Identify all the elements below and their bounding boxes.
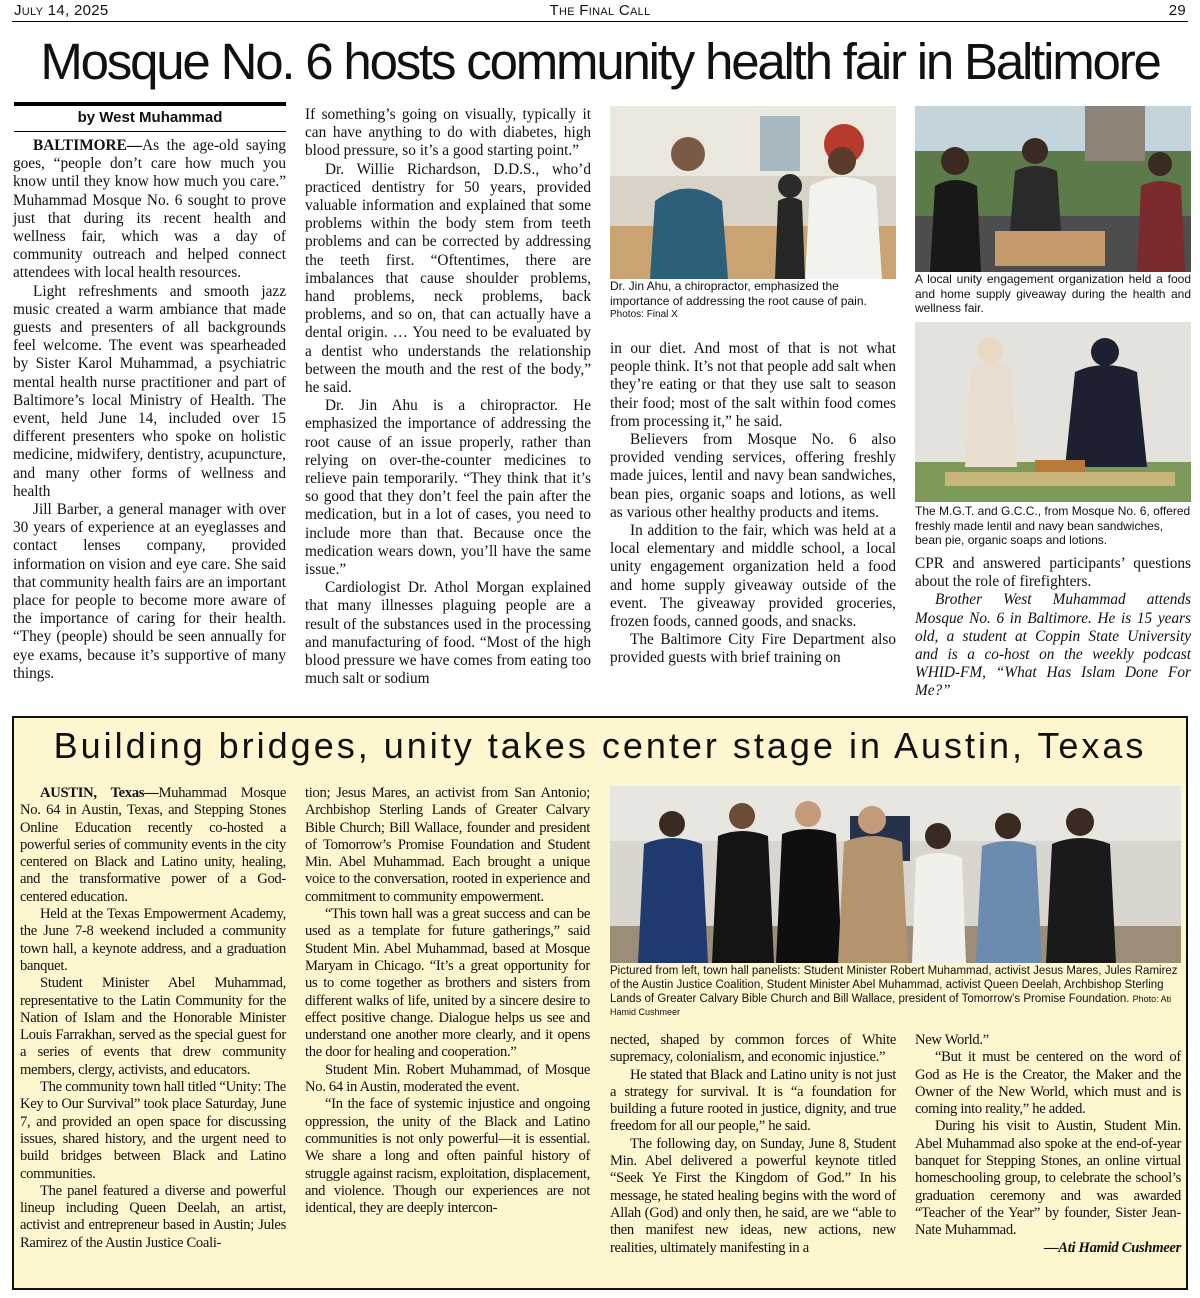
signature: —Ati Hamid Cushmeer xyxy=(1043,1239,1181,1256)
story1-column-1 xyxy=(13,137,286,683)
dateline: AUSTIN, Texas— xyxy=(40,785,159,801)
author-bio: Brother West Muhammad attends Mosque No. 6 in Baltimore. He is 15 years old, a student at Coppin State University and is a co-host on the weekly podcast WHID-FM, “What Has Islam Done For Me?” xyxy=(915,591,1191,700)
paper-name: The Final Call xyxy=(549,2,651,19)
byline-rule xyxy=(14,102,286,106)
paragraph: BALTIMORE—As the age-old saying goes, “people don’t care how much you know until they know how much you care.” Muhammad Mosque No. 6 sought to prove just that during its recent health and wellness fair, which was a day of community outreach and helped connect attendees with local health resources. xyxy=(13,137,286,282)
paragraph: Cardiologist Dr. Athol Morgan explained that many illnesses plaguing people are a result of the substances used in the processing and manufacturing of food. “Most of the high blood pressure we have comes from eating too much salt or sodium xyxy=(305,579,591,688)
caption-text: Pictured from left, town hall panelists: Student Minister Robert Muhammad, activist Jesus Mares, Jules Ramirez of the Austin Justice Coalition, Student Minister Abel Muhammad, activist Queen Deelah, Archbishop Sterling Lands of Greater Calvary Bible Church and Bill Wallace, president of Tomorrow’s Promise Foundation. xyxy=(610,965,1178,1005)
paragraph: If something’s going on visually, typically it can have anything to do with diabetes, high blood pressure, so it’s a good starting point.” xyxy=(305,106,591,160)
headline-health-fair: Mosque No. 6 hosts community health fair in Baltimore xyxy=(40,33,1160,90)
photo-panelists xyxy=(610,786,1181,963)
byline: by West Muhammad xyxy=(77,109,223,126)
paragraph: He stated that Black and Latino unity is not just a strategy for survival. It is “a foundation for building a future rooted in justice, dignity, and true freedom for all our people,” he said. xyxy=(610,1066,896,1135)
photo-chiropractor-caption xyxy=(610,279,896,323)
folio-rule xyxy=(12,21,1188,22)
byline-rule-bottom xyxy=(14,131,286,132)
paragraph: The following day, on Sunday, June 8, Student Min. Abel delivered a powerful keynote titled “Seek Ye First the Kingdom of God.” In his message, he stated healing begins with the word of Allah (God) and only then, he said, are we “able to then manifest new ideas, new actions, new realities, ultimately manifesting in a xyxy=(610,1135,896,1256)
paragraph: Dr. Willie Richardson, D.D.S., who’d practiced dentistry for 50 years, provided valuable information and explained that some problems within the body stem from teeth problems and can be corrected by addressing the teeth first. “Oftentimes, there are imbalances that cause shoulder problems, hand problems, neck problems, back problems, and so on, that can actually have a dental origin. … You need to be evaluated by a dentist who understands the relationship between the mouth and the rest of the body,” he said. xyxy=(305,160,591,397)
paragraph: AUSTIN, Texas—Muhammad Mosque No. 64 in Austin, Texas, and Stepping Stones Online Education recently co-hosted a powerful series of community events in the city centered on Black and Latino unity, healing, and the transformative power of a God-centered education. xyxy=(20,785,287,905)
photo-giveaway-image xyxy=(915,106,1191,272)
paragraph: Student Minister Abel Muhammad, representative to the Latin Community for the Nation of Islam and the Honorable Minister Louis Farrakhan, served as the special guest for a series of events that drew community members, clergy, activists, and educators. xyxy=(20,975,286,1078)
paragraph: “This town hall was a great success and can be used as a template for future gatherings,” said Student Min. Abel Muhammad, based at Mosque Maryam in Chicago. “It’s a great opportunity for us to come together as brothers and sisters from different walks of life, united by a sincere desire to effect positive change. Dialogue helps us see and understand one another more clearly, and it opens the door for healing and cooperation.” xyxy=(305,906,590,1061)
story2-column-3 xyxy=(610,1032,896,1257)
photo-giveaway xyxy=(915,106,1191,272)
photo-credit: Photos: Final X xyxy=(610,309,678,320)
paragraph: The panel featured a diverse and powerful lineup including Queen Deelah, an artist, activist and entrepreneur based in Austin; Jules Ramirez of the Austin Justice Coali- xyxy=(20,1182,286,1251)
paragraph: nected, shaped by common forces of White supremacy, colonialism, and economic injustice.” xyxy=(610,1032,896,1066)
paragraph: in our diet. And most of that is not what people think. It’s not that people add salt when they’re eating or that they use salt to season their food; most of the salt within food comes from processing it,” he said. xyxy=(610,340,896,430)
photo-giveaway-caption: A local unity engagement organization held a food and home supply giveaway during the health and wellness fair. xyxy=(915,272,1191,315)
photo-vendors-caption: The M.G.T. and G.C.C., from Mosque No. 6, offered freshly made lentil and navy bean sandwiches, bean pie, organic soaps and lotions. xyxy=(915,504,1191,547)
photo-chiropractor xyxy=(610,106,896,279)
paragraph: “But it must be centered on the word of God as He is the Creator, the Maker and the Owner of the New World, which must and is coming into reality,” he added. xyxy=(915,1049,1181,1118)
headline-austin: Building bridges, unity takes center stage in Austin, Texas xyxy=(53,725,1147,766)
photo-panelists-image xyxy=(610,786,1181,963)
paragraph: Dr. Jin Ahu is a chiropractor. He emphasized the importance of addressing the root cause of an issue properly, rather than relying on over-the-counter medicines to relieve pain temporarily. “They think that it’s so good that they don’t feel the pain after the medication, but in a lot of cases, you need to include more than that. Because once the medication wears down, you’ll have the same issue.” xyxy=(305,397,591,579)
photo-vendors xyxy=(915,322,1191,502)
paragraph: Student Min. Robert Muhammad, of Mosque No. 64 in Austin, moderated the event. xyxy=(305,1061,590,1096)
paragraph: The Baltimore City Fire Department also provided guests with brief training on xyxy=(610,631,896,667)
story1-column-2 xyxy=(305,106,591,689)
photo-panelists-caption xyxy=(610,965,1181,1020)
photo-chiropractor-image xyxy=(610,106,896,279)
story1-column-3 xyxy=(610,340,896,668)
caption-text: Dr. Jin Ahu, a chiropractor, emphasized the importance of addressing the root cause of pain. xyxy=(610,279,867,308)
paragraph: Held at the Texas Empowerment Academy, the June 7-8 weekend included a community town hall, a keynote address, and a graduation banquet. xyxy=(20,906,286,974)
issue-date: July 14, 2025 xyxy=(14,2,109,19)
photo-credit: Photo: Ati Hamid Cushmeer xyxy=(610,993,1172,1018)
paragraph: “In the face of systemic injustice and ongoing oppression, the unity of the Black and Latino communities is not only powerful—it is essential. We share a long and often painful history of struggle against racism, exploitation, displacement, and violence. Though our experiences are not identical, they are deeply intercon- xyxy=(305,1096,590,1217)
story2-column-2 xyxy=(305,785,590,1217)
page-number: 29 xyxy=(1168,2,1186,19)
paragraph: New World.” xyxy=(915,1032,989,1048)
paragraph: During his visit to Austin, Student Min. Abel Muhammad also spoke at the end-of-year banquet for Stepping Stones, an online virtual homeschooling group, to celebrate the school’s graduation ceremony and was awarded “Teacher of the Year” by founder, Sister Jean-Nate Muhammad. xyxy=(915,1118,1181,1239)
paragraph: Jill Barber, a general manager with over 30 years of experience at an eyeglasses and contact lenses company, provided information on vision and eye care. She said that community health fairs are an important place for people to become more aware of the importance of caring for their health. “They (people) should be seen annually for eye exams, because it’s supportive of many things. xyxy=(13,501,286,682)
story2-column-4 xyxy=(915,1032,1181,1257)
story1-column-4 xyxy=(915,555,1191,701)
dateline: BALTIMORE— xyxy=(33,137,143,154)
photo-vendors-image xyxy=(915,322,1191,502)
paragraph: The community town hall titled “Unity: The Key to Our Survival” took place Saturday, June 7, and provided an open space for discussing issues, shared history, and the urgent need to build bridges between Black and Latino communities. xyxy=(20,1079,286,1182)
paragraph: Light refreshments and smooth jazz music created a warm ambiance that made guests and presenters of all backgrounds feel welcome. The event was spearheaded by Sister Karol Muhammad, a psychiatric mental health nurse practitioner and part of Baltimore’s local Ministry of Health. The event, held June 14, included over 15 different presenters who spoke on holistic medicine, midwifery, dentistry, acupuncture, and many other forms of wellness and health xyxy=(13,282,286,500)
paragraph: In addition to the fair, which was held at a local elementary and middle school, a local unity engagement organization held a food and home supply giveaway outside of the event. The giveaway provided groceries, frozen foods, canned goods, and snacks. xyxy=(610,522,896,631)
paragraph: tion; Jesus Mares, an activist from San Antonio; Archbishop Sterling Lands of Greater Calvary Bible Church; Bill Wallace, founder and president of Tomorrow’s Promise Foundation and Student Min. Abel Muhammad. Each brought a unique voice to the conversation, rooted in experience and commitment to community empowerment. xyxy=(305,785,590,905)
story2-column-1 xyxy=(20,785,286,1252)
paragraph: Believers from Mosque No. 6 also provided vending services, offering freshly made juices, lentil and navy bean sandwiches, bean pies, organic soaps and lotions, as well as various other healthy products and items. xyxy=(610,431,896,521)
paragraph: CPR and answered participants’ questions about the role of firefighters. xyxy=(915,555,1191,591)
